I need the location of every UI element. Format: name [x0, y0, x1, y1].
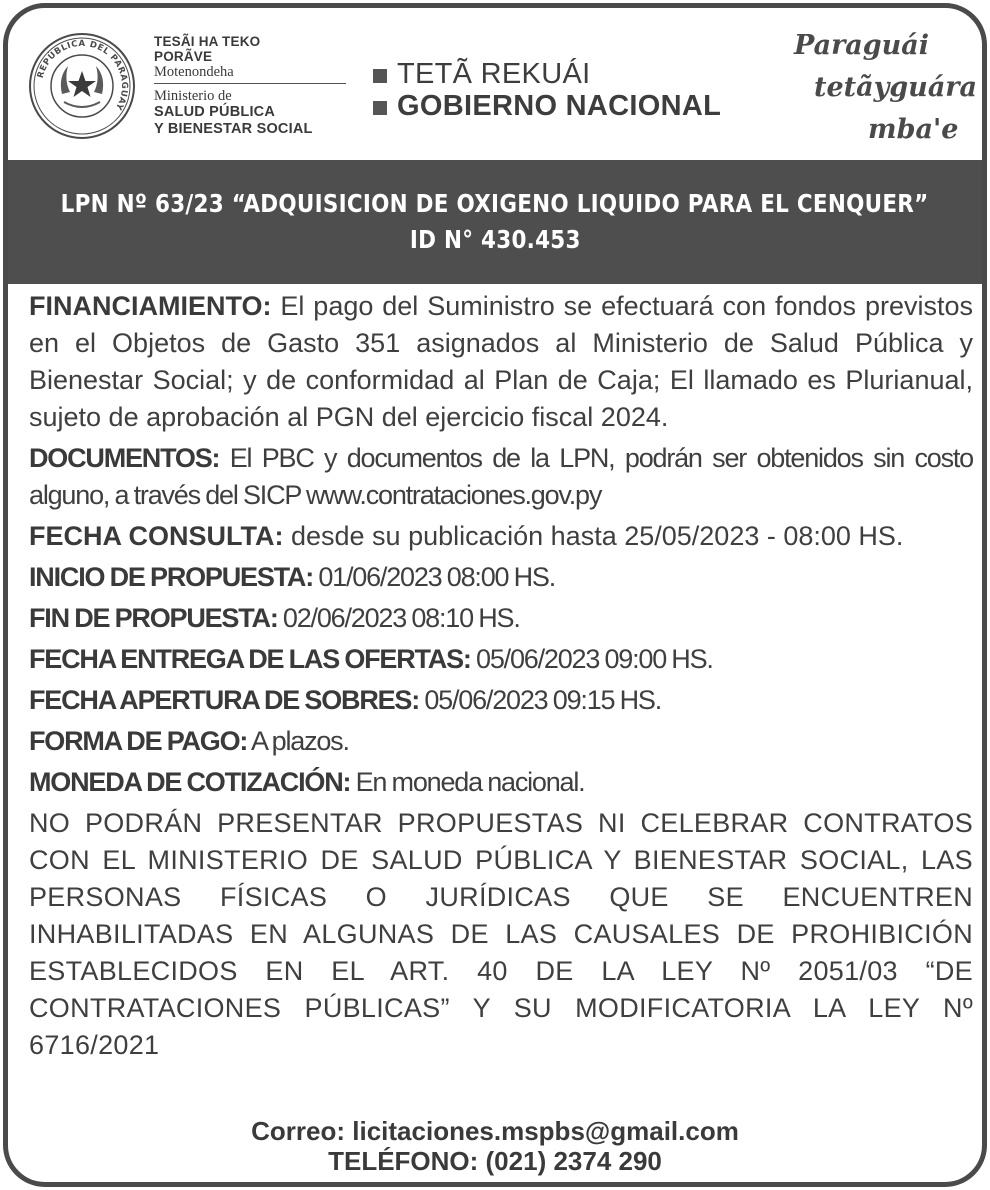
gov-line-1: TETÃ REKUÁI — [397, 57, 591, 90]
ministry-top-line-2: PORÃVE — [154, 49, 213, 64]
government-label — [373, 58, 721, 122]
proposal-start-text: 01/06/2023 08:00 HS. — [313, 562, 556, 592]
offer-delivery-text: 05/06/2023 09:00 HS. — [470, 644, 713, 674]
notice-frame — [3, 3, 987, 1187]
envelope-opening-label: FECHA APERTURA DE SOBRES: — [29, 685, 420, 715]
title-bar — [8, 160, 982, 284]
prohibition-notice: NO PODRÁN PRESENTAR PROPUESTAS NI CELEBRAR CONTRATOS CON EL MINISTERIO DE SALUD PÚBLICA Y BIENESTAR SOCIAL, LAS PERSONAS FÍSICAS O JURÍDICAS QUE SE ENCUENTREN INHABILITADAS EN ALGUNAS DE LAS CAUSALES DE PROHIBICIÓN ESTABLECIDOS EN EL ART. 40 DE LA LEY Nº 2051/03 “DE CONTRATACIONES PÚBLICAS” Y SU MODIFICATORIA LA LEY Nº 6716/2021 — [29, 808, 973, 1060]
slogan-line-2: tetãyguára — [814, 72, 978, 103]
slogan — [786, 30, 981, 158]
documents-paragraph — [29, 440, 973, 514]
consultation-label: FECHA CONSULTA: — [29, 521, 284, 551]
contact-phone: TELÉFONO: (021) 2374 290 — [328, 1146, 662, 1176]
header — [8, 8, 982, 160]
square-bullet-icon — [373, 101, 387, 115]
square-bullet-icon — [373, 69, 387, 83]
payment-text: A plazos. — [247, 726, 349, 756]
financing-paragraph — [29, 288, 973, 436]
financing-label: FINANCIAMIENTO: — [29, 291, 272, 321]
contact-footer — [8, 1116, 982, 1176]
financing-text: El pago del Suministro se efectuará con fondos previstos en el Objetos de Gasto 351 asignados al Ministerio de Salud Pública y Bienestar Social; y de conformidad al Plan de Caja; El llamado es Plurianual, sujeto de aprobación al PGN del ejercicio fiscal 2024. — [29, 291, 973, 432]
proposal-end-text: 02/06/2023 08:10 HS. — [277, 603, 520, 633]
documents-text: El PBC y documentos de la LPN, podrán ser obtenidos sin costo alguno, a través del SICP www.contrataciones.gov.py — [29, 443, 973, 510]
ministry-divider — [154, 83, 346, 84]
seal-text: REPÚBLICA DEL PARAGUAY — [35, 38, 130, 112]
ministry-name-line-1: SALUD PÚBLICA — [154, 104, 276, 120]
proposal-start-label: INICIO DE PROPUESTA: — [29, 562, 314, 592]
ministry-top-line-1: TESÃI HA TEKO — [154, 34, 261, 49]
currency-line — [29, 764, 973, 801]
consultation-paragraph — [29, 518, 973, 555]
currency-text: En moneda nacional. — [350, 767, 585, 797]
proposal-start-line — [29, 559, 973, 596]
payment-label: FORMA DE PAGO: — [29, 726, 248, 756]
envelope-opening-text: 05/06/2023 09:15 HS. — [419, 685, 662, 715]
currency-label: MONEDA DE COTIZACIÓN: — [29, 767, 351, 797]
national-seal-icon — [28, 32, 136, 140]
offer-delivery-label: FECHA ENTREGA DE LAS OFERTAS: — [29, 644, 471, 674]
contact-email: Correo: licitaciones.mspbs@gmail.com — [251, 1116, 739, 1146]
documents-label: DOCUMENTOS: — [29, 443, 220, 473]
offer-delivery-line — [29, 641, 973, 678]
gov-line-2: GOBIERNO NACIONAL — [397, 89, 722, 122]
ministry-name-line-2: Y BIENESTAR SOCIAL — [154, 121, 313, 137]
tender-id: ID N° 430.453 — [409, 225, 581, 254]
notice-body — [29, 288, 973, 1064]
consultation-text: desde su publicación hasta 25/05/2023 - 08:00 HS. — [283, 521, 904, 551]
ministry-label: Ministerio de — [154, 88, 232, 104]
slogan-line-1: Paraguái — [794, 30, 930, 61]
ministry-top-line-3: Motenondeha — [154, 64, 234, 80]
tender-title: LPN Nº 63/23 “ADQUISICION DE OXIGENO LIQUIDO PARA EL CENQUER” — [61, 189, 929, 218]
proposal-end-label: FIN DE PROPUESTA: — [29, 603, 278, 633]
proposal-end-line — [29, 600, 973, 637]
envelope-opening-line — [29, 682, 973, 719]
ministry-logo — [154, 34, 350, 138]
slogan-line-3: mba'e — [868, 114, 959, 145]
payment-line — [29, 723, 973, 760]
